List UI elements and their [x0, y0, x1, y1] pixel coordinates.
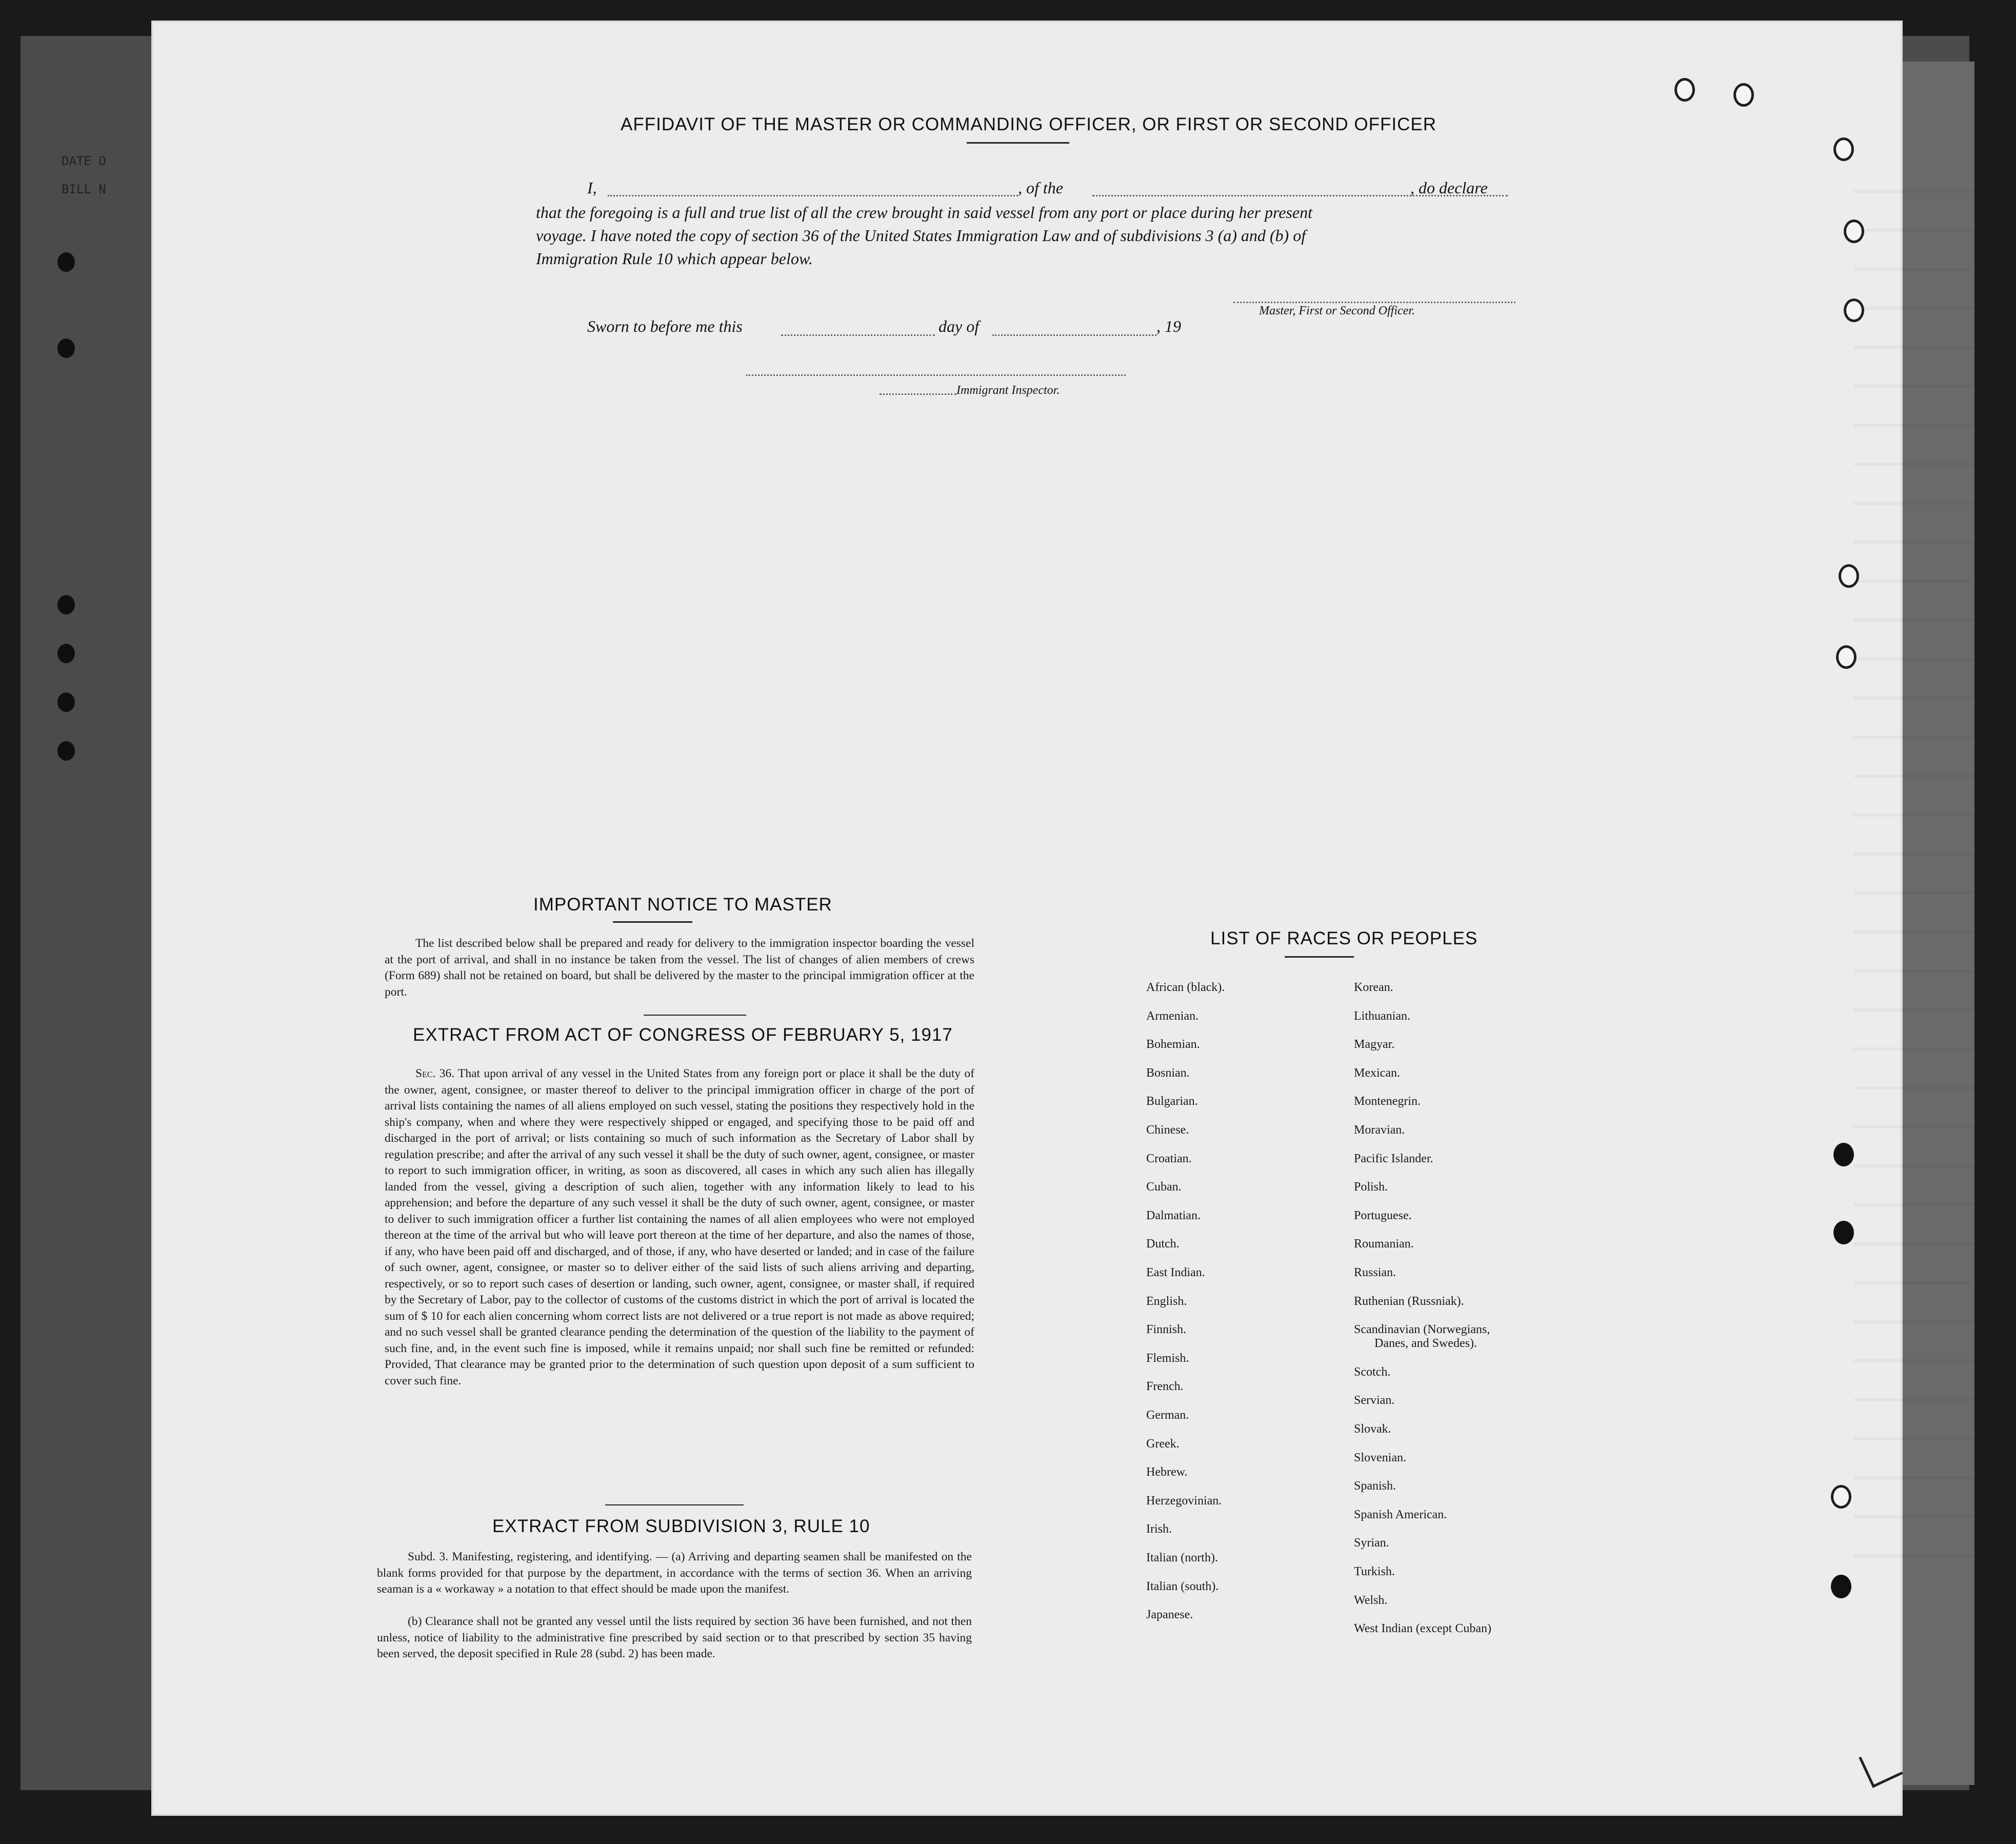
act-title: EXTRACT FROM ACT OF CONGRESS OF FEBRUARY 5, 1917	[413, 1025, 953, 1045]
race-item: Flemish.	[1146, 1351, 1189, 1365]
act-divider	[605, 1504, 744, 1505]
punch-hole	[1674, 78, 1695, 102]
race-item: Herzegovinian.	[1146, 1494, 1222, 1508]
race-item: English.	[1146, 1294, 1187, 1308]
punch-hole	[1831, 1575, 1851, 1598]
sworn-day-blank	[781, 334, 935, 336]
notice-rule	[613, 921, 692, 923]
race-item: Japanese.	[1146, 1608, 1193, 1622]
affidavit-line3: voyage. I have noted the copy of section 36 of the United States Immigration Law and of subdivisions 3 (a) and (b) of	[536, 226, 1306, 245]
race-item: Armenian.	[1146, 1009, 1199, 1023]
act-section-body: That upon arrival of any vessel in the United States from any foreign port or place it shall be the duty of the owner, agent, consignee, or master thereof to deliver to the principal immigration officer in charge of the port of arrival lists containing the names of all aliens employed on such vessel, stating the positions they respectively hold in the ship's company, when and where they were respectively shipped or engaged, and specifying those to be paid off and discharged in the port of arrival; or lists containing so much of such information as the Secretary of Labor shall by regulation prescribe; and after the arrival of any such vessel it shall be the duty of such owner, agent, consignee, or master to report to such immigration officer, in writing, as soon as discovered, all cases in which any such alien has illegally landed from the vessel, giving a description of such alien, together with any information likely to lead to his apprehension; and before the departure of any such vessel it shall be the duty of such owner, agent, consignee, or master to deliver to such immigration officer a further list containing the names of all alien employees who were not employed thereon at the time of the arrival but who will leave port thereon at the time of her departure, and also the names of those, if any, who have been paid off and discharged, and of those, if any, who have deserted or landed; and in case of the failure of such owner, agent, consignee, or master so to deliver either of the said lists of such aliens arriving and departing, respectively, or so to report such cases of desertion or landing, such owner, agent, consignee, or master shall, if required by the Secretary of Labor, pay to the collector of customs of the customs district in which the port of arrival is located the sum of $ 10 for each alien concerning whom correct lists are not delivered or a true report is not made as above required; and no such vessel shall be granted clearance pending the determination of the question of the liability to the payment of such fine, and, in the event such fine is imposed, while it remains unpaid; nor shall such fine be remitted or refunded: Provided, That clearance may be granted prior to the determination of such question upon deposit of a sum sufficient to cover such fine.	[385, 1067, 975, 1387]
corner-pencil-mark	[1859, 1743, 1903, 1788]
affidavit-declare: , do declare	[1410, 179, 1488, 197]
binder-hole	[57, 741, 75, 761]
race-item: Roumanian.	[1354, 1237, 1414, 1251]
bleed-through-text	[1854, 154, 2016, 1590]
race-item: Scandinavian (Norwegians,	[1354, 1323, 1490, 1337]
race-item: East Indian.	[1146, 1266, 1205, 1279]
punch-hole	[1844, 220, 1864, 243]
sworn-month-blank	[992, 334, 1156, 336]
punch-hole	[1836, 645, 1857, 669]
race-item: Spanish.	[1354, 1479, 1396, 1493]
race-item: Portuguese.	[1354, 1208, 1412, 1222]
race-item: Italian (north).	[1146, 1551, 1218, 1564]
race-item: Montenegrin.	[1354, 1095, 1421, 1108]
race-item: Ruthenian (Russniak).	[1354, 1294, 1464, 1308]
affidavit-i: I,	[587, 179, 597, 197]
race-item: West Indian (except Cuban)	[1354, 1622, 1491, 1636]
sworn-day-of: day of	[939, 317, 980, 335]
punch-hole	[1839, 564, 1859, 588]
inspector-signature-blank	[746, 374, 1126, 376]
rule-title: EXTRACT FROM SUBDIVISION 3, RULE 10	[492, 1516, 870, 1536]
punch-hole	[1833, 137, 1854, 161]
race-item: Slovak.	[1354, 1422, 1391, 1436]
races-rule	[1285, 956, 1354, 958]
punch-hole	[1833, 1143, 1854, 1166]
race-item: Bulgarian.	[1146, 1095, 1198, 1108]
race-item: Pacific Islander.	[1354, 1152, 1433, 1165]
master-signature-blank	[1233, 302, 1515, 303]
race-item: Welsh.	[1354, 1593, 1388, 1607]
races-title: LIST OF RACES OR PEOPLES	[1210, 928, 1478, 948]
act-section-lead: Sec. 36.	[415, 1067, 455, 1080]
notice-divider	[644, 1015, 746, 1016]
binder-hole	[57, 692, 75, 712]
race-item: Greek.	[1146, 1437, 1180, 1451]
race-item: Spanish American.	[1354, 1508, 1447, 1521]
inspector-label: Immigrant Inspector.	[956, 384, 1060, 397]
race-item: Scotch.	[1354, 1365, 1391, 1379]
rule-para-b: (b) Clearance shall not be granted any vessel until the lists required by section 36 have been furnished, and not then unless, notice of liability to the administrative fine prescribed by said section or to that prescribed by section 35 having been served, the deposit specified in Rule 28 (subd. 2) has been made.	[377, 1615, 972, 1660]
race-item: Syrian.	[1354, 1536, 1389, 1550]
race-item: Korean.	[1354, 981, 1393, 994]
race-item: Finnish.	[1146, 1323, 1187, 1337]
sworn-label: Sworn to before me this	[587, 317, 743, 335]
name-blank	[608, 195, 1018, 196]
punch-hole	[1831, 1485, 1851, 1509]
race-item: Italian (south).	[1146, 1579, 1219, 1593]
race-item: Chinese.	[1146, 1123, 1189, 1137]
rule-para-a: Subd. 3. Manifesting, registering, and identifying. — (a) Arriving and departing seamen shall be manifested on the blank forms provided for that purpose by the department, in accordance with the terms of section 36. When an arriving seaman is a « workaway » a notation to that effect should be made upon the manifest.	[377, 1550, 972, 1596]
master-signature-label: Master, First or Second Officer.	[1259, 304, 1415, 318]
binder-hole	[57, 339, 75, 358]
race-item: Russian.	[1354, 1266, 1396, 1279]
race-item: Magyar.	[1354, 1038, 1395, 1052]
race-item: Moravian.	[1354, 1123, 1405, 1137]
margin-date-label: DATE O	[62, 154, 106, 168]
race-item: Dutch.	[1146, 1237, 1180, 1251]
sworn-year: , 19	[1156, 317, 1181, 335]
affidavit-title: AFFIDAVIT OF THE MASTER OR COMMANDING OFFICER, OR FIRST OR SECOND OFFICER	[621, 114, 1437, 134]
binder-hole	[57, 595, 75, 614]
binder-hole	[57, 252, 75, 272]
affidavit-line4: Immigration Rule 10 which appear below.	[536, 249, 813, 268]
race-item: Irish.	[1146, 1522, 1172, 1536]
affidavit-of-the: , of the	[1018, 179, 1063, 197]
race-item: Danes, and Swedes).	[1374, 1337, 1477, 1351]
race-item: Hebrew.	[1146, 1465, 1188, 1479]
act-text	[385, 1066, 974, 1389]
margin-bill-label: BILL N	[62, 182, 106, 196]
race-item: Bohemian.	[1146, 1038, 1200, 1052]
title-rule	[967, 142, 1069, 144]
race-item: German.	[1146, 1409, 1189, 1422]
race-item: Croatian.	[1146, 1152, 1192, 1165]
race-item: Turkish.	[1354, 1565, 1395, 1578]
race-item: Bosnian.	[1146, 1066, 1190, 1080]
race-item: Slovenian.	[1354, 1451, 1406, 1464]
punch-hole	[1833, 1221, 1854, 1244]
race-item: Lithuanian.	[1354, 1009, 1410, 1023]
punch-hole	[1844, 299, 1864, 322]
manifest-back-page	[151, 21, 1903, 1816]
race-item: Dalmatian.	[1146, 1208, 1201, 1222]
punch-hole	[1733, 83, 1754, 107]
race-item: African (black).	[1146, 981, 1225, 994]
affidavit-line2: that the foregoing is a full and true list of all the crew brought in said vessel from any port or place during her present	[536, 203, 1312, 222]
race-item: Servian.	[1354, 1394, 1395, 1407]
race-item: Polish.	[1354, 1180, 1388, 1194]
inspector-leader	[880, 393, 956, 395]
race-item: Cuban.	[1146, 1180, 1182, 1194]
notice-text: The list described below shall be prepared and ready for delivery to the immigration inspector boarding the vessel at the port of arrival, and shall in no instance be taken from the vessel. The list of changes of alien members of crews (Form 689) shall not be retained on board, but shall be delivered by the master to the principal immigration officer at the port.	[385, 937, 974, 999]
race-item: Mexican.	[1354, 1066, 1400, 1080]
binder-hole	[57, 644, 75, 663]
race-item: French.	[1146, 1380, 1184, 1394]
notice-title: IMPORTANT NOTICE TO MASTER	[533, 895, 832, 915]
